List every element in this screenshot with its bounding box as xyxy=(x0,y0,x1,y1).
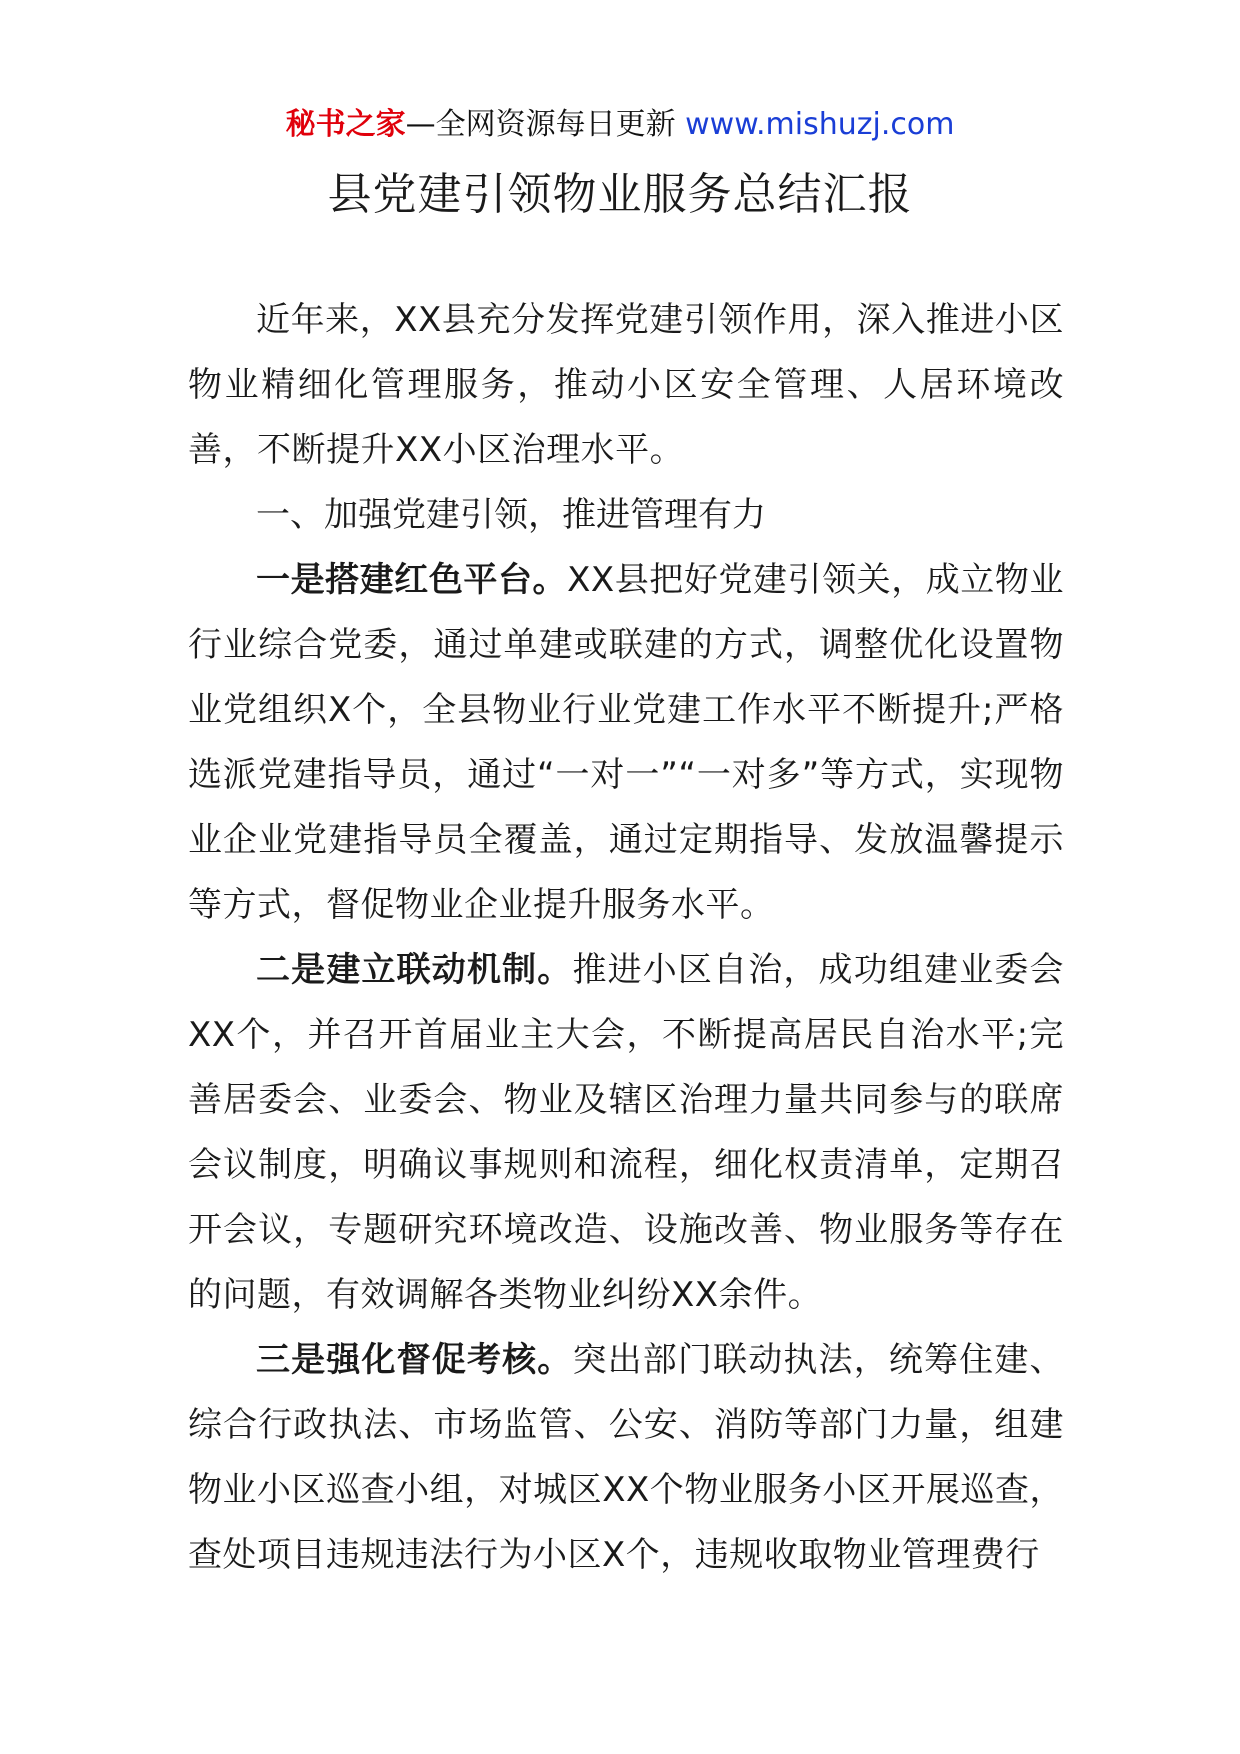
site-url-link[interactable]: www.mishuzj.com xyxy=(685,107,955,142)
item-paragraph-3 xyxy=(188,1328,1064,1588)
item-text: 突出部门联动执法，统筹住建、综合行政执法、市场监管、公安、消防等部门力量，组建物业小区巡查小组，对城区XX个物业服务小区开展巡查，查处项目违规违法行为小区X个，违规收取物业管理费行 xyxy=(188,1340,1065,1575)
document-body xyxy=(188,288,1064,1588)
brand-name: 秘书之家 xyxy=(285,107,406,142)
intro-paragraph: 近年来，XX县充分发挥党建引领作用，深入推进小区物业精细化管理服务，推动小区安全管理、人居环境改善，不断提升XX小区治理水平。 xyxy=(188,300,1064,470)
item-paragraph-1 xyxy=(188,548,1064,938)
section-heading: 一、加强党建引领，推进管理有力 xyxy=(256,495,766,535)
document-title: 县党建引领物业服务总结汇报 xyxy=(327,169,913,220)
item-text: 推进小区自治，成功组建业委会XX个，并召开首届业主大会，不断提高居民自治水平;完善居委会、业委会、物业及辖区治理力量共同参与的联席会议制度，明确议事规则和流程，细化权责清单，定期召开会议，专题研究环境改造、设施改善、物业服务等存在的问题，有效调解各类物业纠纷XX余件。 xyxy=(188,950,1065,1315)
item-text: XX县把好党建引领关，成立物业行业综合党委，通过单建或联建的方式，调整优化设置物业党组织X个，全县物业行业党建工作水平不断提升;严格选派党建指导员，通过“一对一”“一对多”等方式，实现物业企业党建指导员全覆盖，通过定期指导、发放温馨提示等方式，督促物业企业提升服务水平。 xyxy=(188,560,1064,925)
item-lead: 一是搭建红色平台。 xyxy=(256,560,568,600)
source-banner xyxy=(0,100,1240,150)
item-paragraph-2 xyxy=(188,938,1064,1328)
item-lead: 三是强化督促考核。 xyxy=(256,1340,573,1380)
item-lead: 二是建立联动机制。 xyxy=(256,950,573,990)
banner-tagline: —全网资源每日更新 xyxy=(405,107,686,142)
